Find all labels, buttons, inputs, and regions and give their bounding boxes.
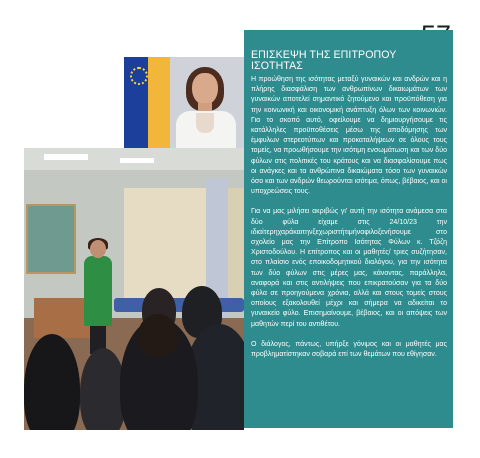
- article-panel: [244, 30, 453, 428]
- speaker-body: [84, 256, 112, 326]
- flag-cyprus: [148, 57, 170, 151]
- speaker-head: [90, 240, 106, 258]
- article-paragraph: Για να μας μιλήσει ακριβώς γι' αυτή την ισότητα ανάμεσα στα δύο φύλα είχαμε στις 24/10/23 την ιδιαίτερηχαράκαιτηνξεχωριστήτιμήναφιλοξενήσουμε στο σχολείο μας την Επίτροπο Ισότητας Φύλων κ. Τζόζη Χριστοδούλου. Η επίτροπος και οι μαθητές/ τριες συζήτησαν, στο πλαίσιο ενός εποικοδομητικού διαλόγου, για την ισότητα των δύο φύλων στις μέρες μας, κάνοντας, παράλληλα, αναφορά και στις αντιλήψεις που επικρατούσαν για τα δύο φύλα σε προηγούμενα χρόνια, αλλά και στους τομείς στους οποίους εξακολουθεί μέχρι και σήμερα να αδικείται το γυναικείο φύλο. Επισημαίνουμε, βέβαιος, και οι απόψεις των μαθητών περί του αντιθέτου.: [251, 208, 447, 328]
- person-top: [196, 113, 214, 133]
- ceiling-light: [44, 154, 88, 160]
- notice-board: [26, 204, 76, 274]
- person-face: [192, 73, 218, 105]
- portrait-photo: [124, 57, 244, 151]
- ceiling-light: [120, 158, 154, 163]
- chairs-row: [114, 298, 244, 312]
- article-paragraph: Ο διάλογος, πάντως, υπήρξε γόνιμος και οι μαθητές μας προβληματίστηκαν σοβαρά επί των θεμάτων που εθίγησαν.: [251, 340, 447, 359]
- article-paragraph: Η προώθηση της ισότητας μεταξύ γυναικών και ανδρών και η πλήρης διασφάλιση των ανθρωπίνων δικαιωμάτων των γυναικών αποτελεί σημαντικό ζητούμενο και προϋπόθεση για την κοινωνική και οικονομική ανάπτυξη όλων των κοινωνιών. Για το σκοπό αυτό, οφείλουμε να δημιουργήσουμε τις κατάλληλες προϋποθέσεις μέσω της αποδόμησης των έμφυλων στερεοτύπων και προκαταλήψεων σε όλους τους τομείς, να προωθήσουμε την ισότιμη ενσωμάτωση και των δύο φύλων στις πολιτικές του κράτους και να διασφαλίσουμε πως οι ανάγκες και τα ανθρώπινα δικαιώματα τόσο των γυναικών όσο και των ανδρών θεωρούνται ισότιμα, όπως, βέβαιος, και οι υποχρεώσεις τους.: [251, 76, 447, 196]
- article-title: ΕΠΙΣΚΕΨΗ ΤΗΣ ΕΠΙΤΡΟΠΟΥ ΙΣΟΤΗΤΑΣ: [251, 49, 397, 72]
- classroom-photo: [24, 148, 244, 430]
- flag-stars: [130, 67, 148, 85]
- student-head: [138, 314, 178, 356]
